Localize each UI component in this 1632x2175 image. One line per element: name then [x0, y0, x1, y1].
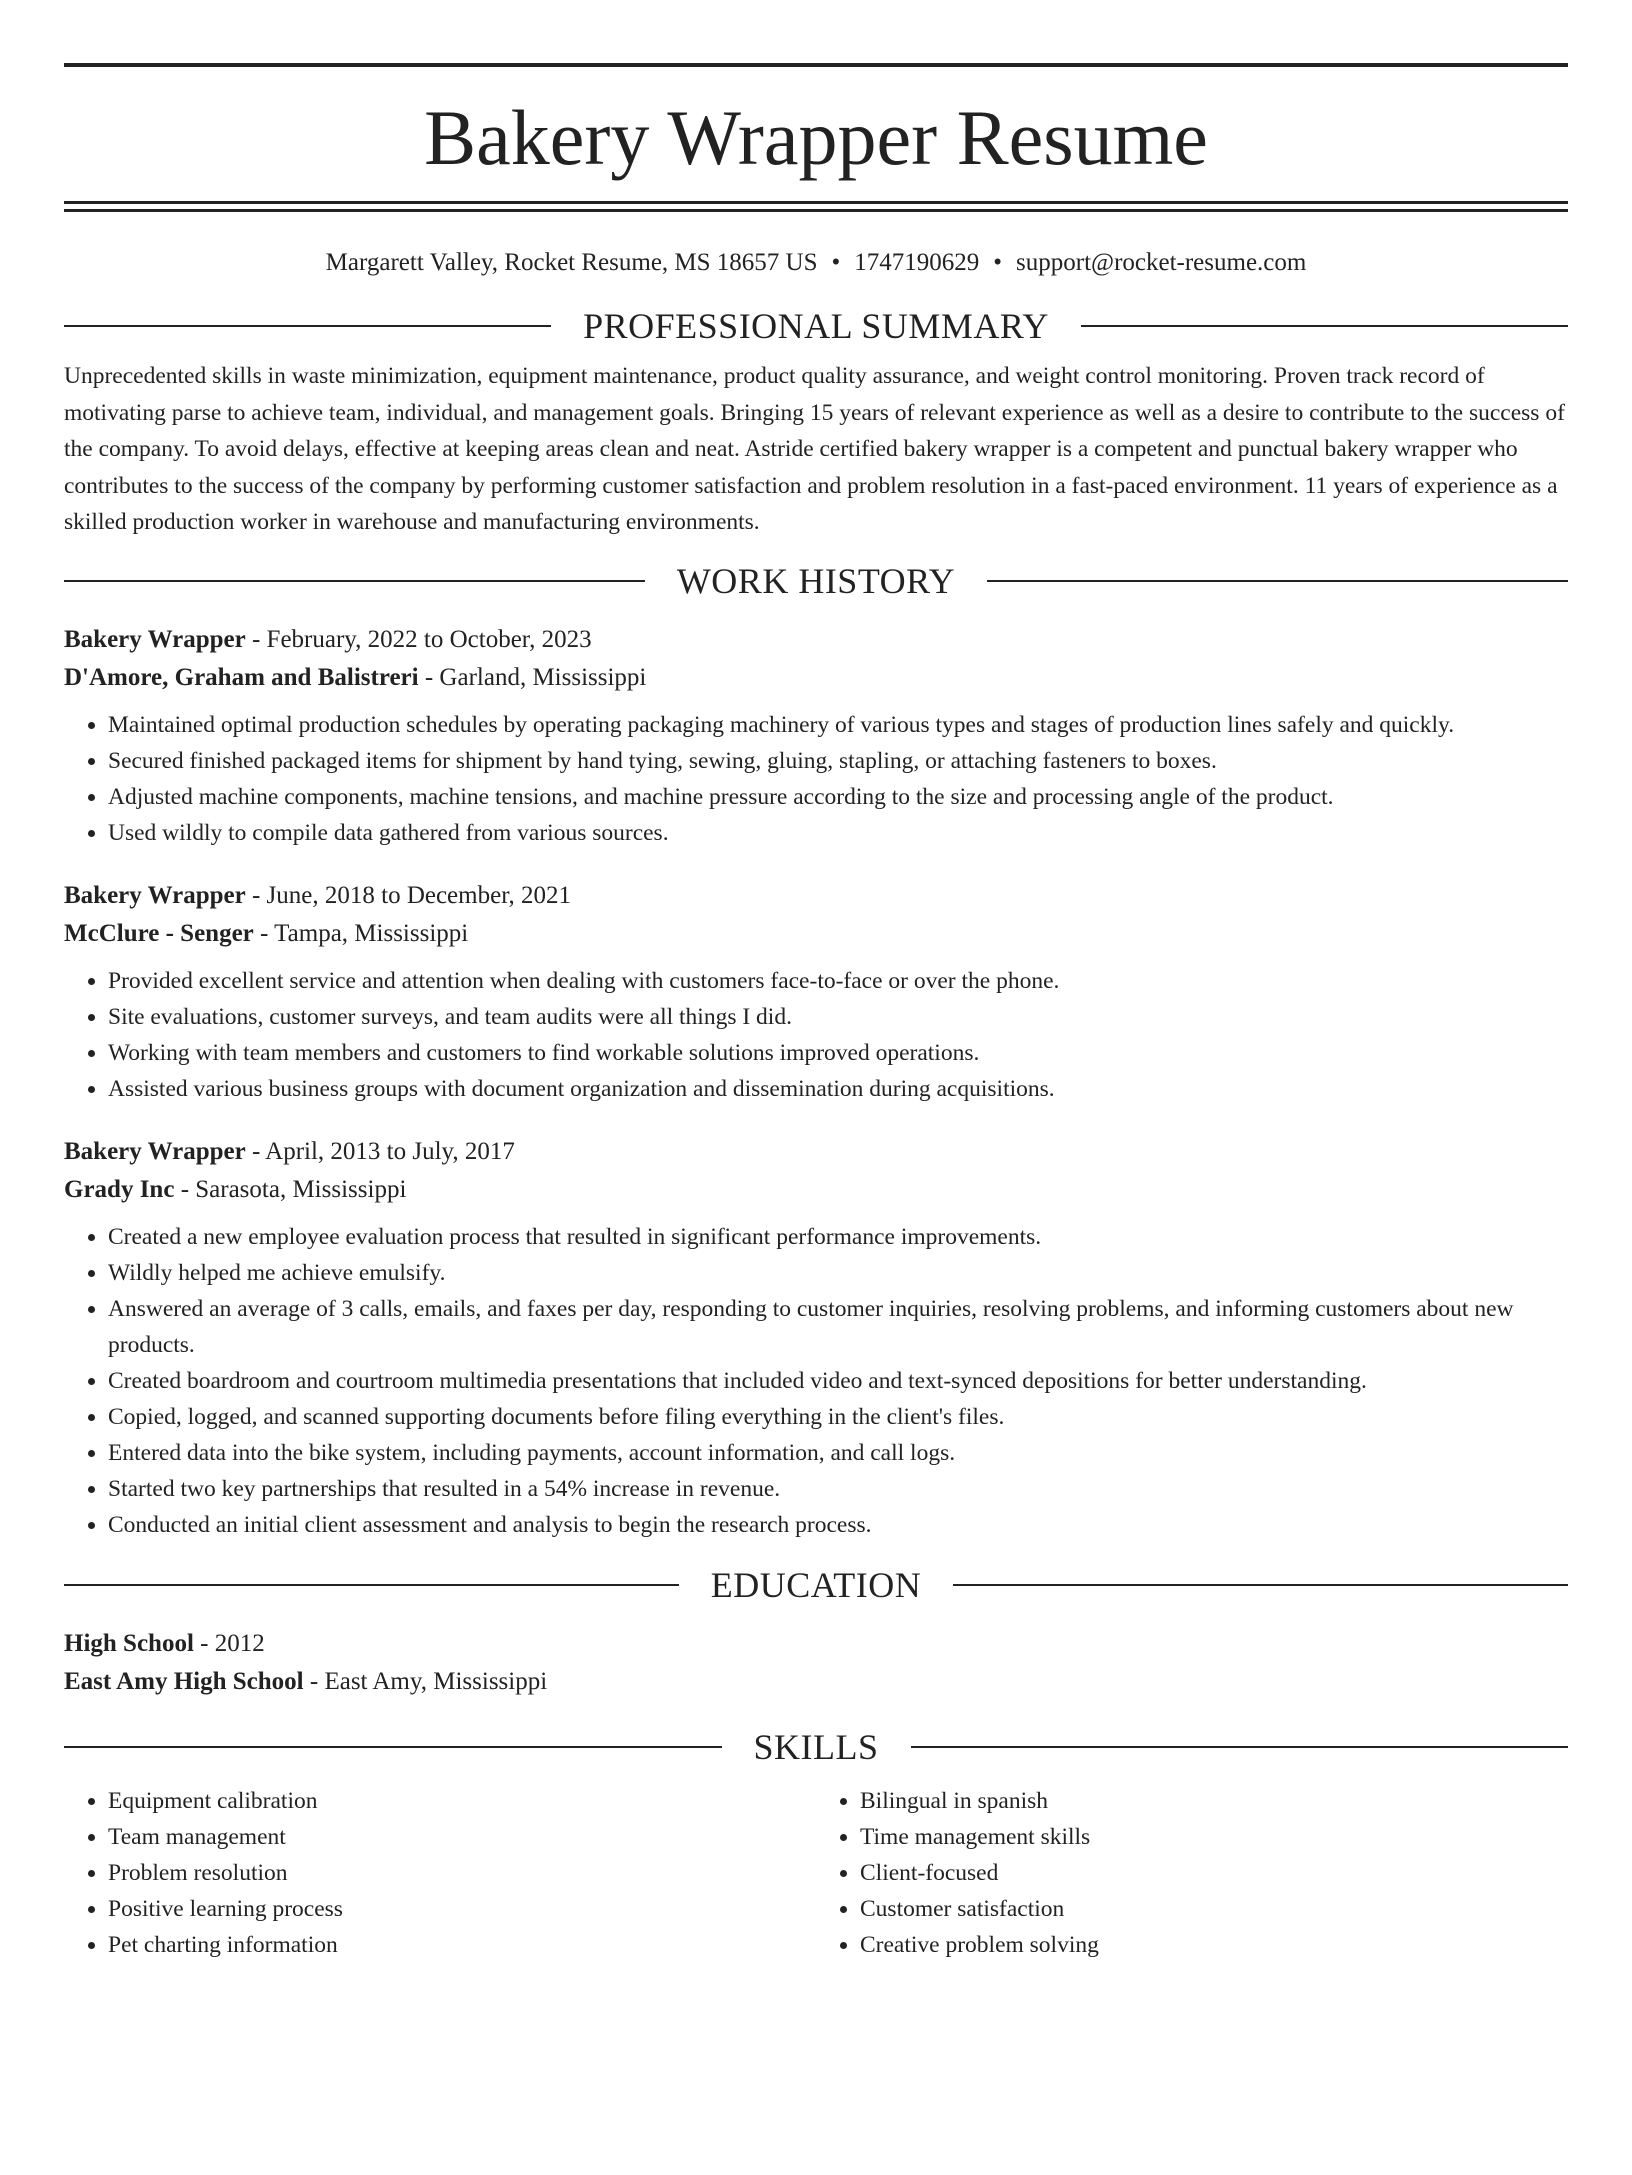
education-school-line: [64, 1663, 1568, 1701]
skills-column-left: [64, 1783, 816, 1963]
list-item: • Answered an average of 3 calls, emails, and faxes per day, responding to customer inquiries, resolving problems, and informing customers about new products.: [108, 1291, 1568, 1363]
education-location: - East Amy, Mississippi: [303, 1667, 548, 1695]
list-item: • Conducted an initial client assessment and analysis to begin the research process.: [108, 1507, 1568, 1543]
job-location: - Garland, Mississippi: [418, 663, 647, 691]
list-item: • Equipment calibration: [108, 1783, 816, 1819]
job-company: D'Amore, Graham and Balistreri: [64, 663, 419, 691]
heading-rule: [987, 580, 1568, 582]
job-entry: [64, 621, 1568, 851]
list-item: • Wildly helped me achieve emulsify.: [108, 1255, 1568, 1291]
job-title: Bakery Wrapper: [64, 625, 246, 653]
section-heading-work-history: [64, 559, 1568, 603]
section-title: EDUCATION: [710, 1564, 922, 1605]
list-item: • Assisted various business groups with document organization and dissemination during acquisitions.: [108, 1071, 1568, 1107]
list-item: • Copied, logged, and scanned supporting documents before filing everything in the client's files.: [108, 1399, 1568, 1435]
job-entry: [64, 1133, 1568, 1543]
job-title: Bakery Wrapper: [64, 1137, 246, 1165]
section-heading-education: [64, 1563, 1568, 1607]
section-title: PROFESSIONAL SUMMARY: [583, 306, 1049, 346]
heading-rule: [64, 580, 645, 582]
list-item: • Customer satisfaction: [860, 1891, 1568, 1927]
education-degree: High School: [64, 1629, 194, 1657]
skills-column-right: [816, 1783, 1568, 1963]
heading-rule: [64, 325, 551, 327]
job-company-line: [64, 915, 1568, 953]
list-item: • Maintained optimal production schedules by operating packaging machinery of various types and stages of production lines safely and quickly.: [108, 707, 1568, 743]
job-entry: [64, 877, 1568, 1107]
list-item: • Client-focused: [860, 1855, 1568, 1891]
job-title-line: [64, 1133, 1568, 1171]
education-school: East Amy High School: [64, 1667, 304, 1695]
job-title-line: [64, 621, 1568, 659]
list-item: • Adjusted machine components, machine tensions, and machine pressure according to the size and processing angle of the product.: [108, 779, 1568, 815]
job-dates: - June, 2018 to December, 2021: [245, 881, 572, 909]
list-item: • Working with team members and customers to find workable solutions improved operations.: [108, 1035, 1568, 1071]
list-item: • Created boardroom and courtroom multimedia presentations that included video and text-synced depositions for better understanding.: [108, 1363, 1568, 1399]
contact-separator: •: [831, 249, 841, 276]
contact-phone: 1747190629: [854, 249, 980, 276]
skills-list: [64, 1783, 1568, 1963]
education-entry: [64, 1625, 1568, 1701]
job-company-line: [64, 1171, 1568, 1209]
job-dates: - February, 2022 to October, 2023: [245, 625, 592, 653]
heading-rule: [911, 1746, 1569, 1748]
heading-rule: [1081, 325, 1568, 327]
job-company: Grady Inc: [64, 1175, 175, 1203]
top-rule: [64, 63, 1568, 67]
job-location: - Tampa, Mississippi: [253, 919, 469, 947]
resume-title: Bakery Wrapper Resume: [424, 94, 1208, 181]
list-item: • Pet charting information: [108, 1927, 816, 1963]
heading-rule: [64, 1746, 722, 1748]
list-item: • Started two key partnerships that resulted in a 54% increase in revenue.: [108, 1471, 1568, 1507]
job-bullets: [64, 963, 1568, 1107]
job-title-line: [64, 877, 1568, 915]
job-title: Bakery Wrapper: [64, 881, 246, 909]
contact-address: Margarett Valley, Rocket Resume, MS 18657 US: [325, 249, 818, 276]
job-company: McClure - Senger: [64, 919, 254, 947]
list-item: • Bilingual in spanish: [860, 1783, 1568, 1819]
list-item: • Secured finished packaged items for shipment by hand tying, sewing, gluing, stapling, or attaching fasteners to boxes.: [108, 743, 1568, 779]
list-item: • Problem resolution: [108, 1855, 816, 1891]
list-item: • Creative problem solving: [860, 1927, 1568, 1963]
list-item: • Team management: [108, 1819, 816, 1855]
section-title: SKILLS: [753, 1726, 879, 1767]
heading-rule: [64, 1584, 679, 1586]
section-heading-summary: [64, 304, 1568, 348]
resume-page: [0, 63, 1632, 2175]
job-dates: - April, 2013 to July, 2017: [245, 1137, 515, 1165]
section-heading-skills: [64, 1725, 1568, 1769]
education-year: - 2012: [193, 1629, 265, 1657]
section-title: WORK HISTORY: [676, 560, 956, 601]
list-item: • Positive learning process: [108, 1891, 816, 1927]
list-item: • Used wildly to compile data gathered from various sources.: [108, 815, 1568, 851]
job-location: - Sarasota, Mississippi: [174, 1175, 407, 1203]
education-degree-line: [64, 1625, 1568, 1663]
job-bullets: [64, 1219, 1568, 1543]
job-company-line: [64, 659, 1568, 697]
list-item: • Provided excellent service and attention when dealing with customers face-to-face or over the phone.: [108, 963, 1568, 999]
job-bullets: [64, 707, 1568, 851]
list-item: • Created a new employee evaluation process that resulted in significant performance improvements.: [108, 1219, 1568, 1255]
contact-email: support@rocket-resume.com: [1016, 249, 1307, 276]
list-item: • Site evaluations, customer surveys, and team audits were all things I did.: [108, 999, 1568, 1035]
list-item: • Entered data into the bike system, including payments, account information, and call logs.: [108, 1435, 1568, 1471]
list-item: • Time management skills: [860, 1819, 1568, 1855]
contact-line: [64, 248, 1568, 278]
double-rule: [64, 201, 1568, 212]
contact-separator: •: [993, 249, 1003, 276]
heading-rule: [953, 1584, 1568, 1586]
summary-text: Unprecedented skills in waste minimization, equipment maintenance, product quality assurance, and weight control monitoring. Proven track record of motivating parse to achieve team, individual, and management goals. Bringing 15 years of relevant experience as well as a desire to contribute to the success of the company. To avoid delays, effective at keeping areas clean and neat. Astride certified bakery wrapper is a competent and punctual bakery wrapper who contributes to the success of the company by performing customer satisfaction and problem resolution in a fast-paced environment. 11 years of experience as a skilled production worker in warehouse and manufacturing environments.: [64, 363, 1565, 535]
